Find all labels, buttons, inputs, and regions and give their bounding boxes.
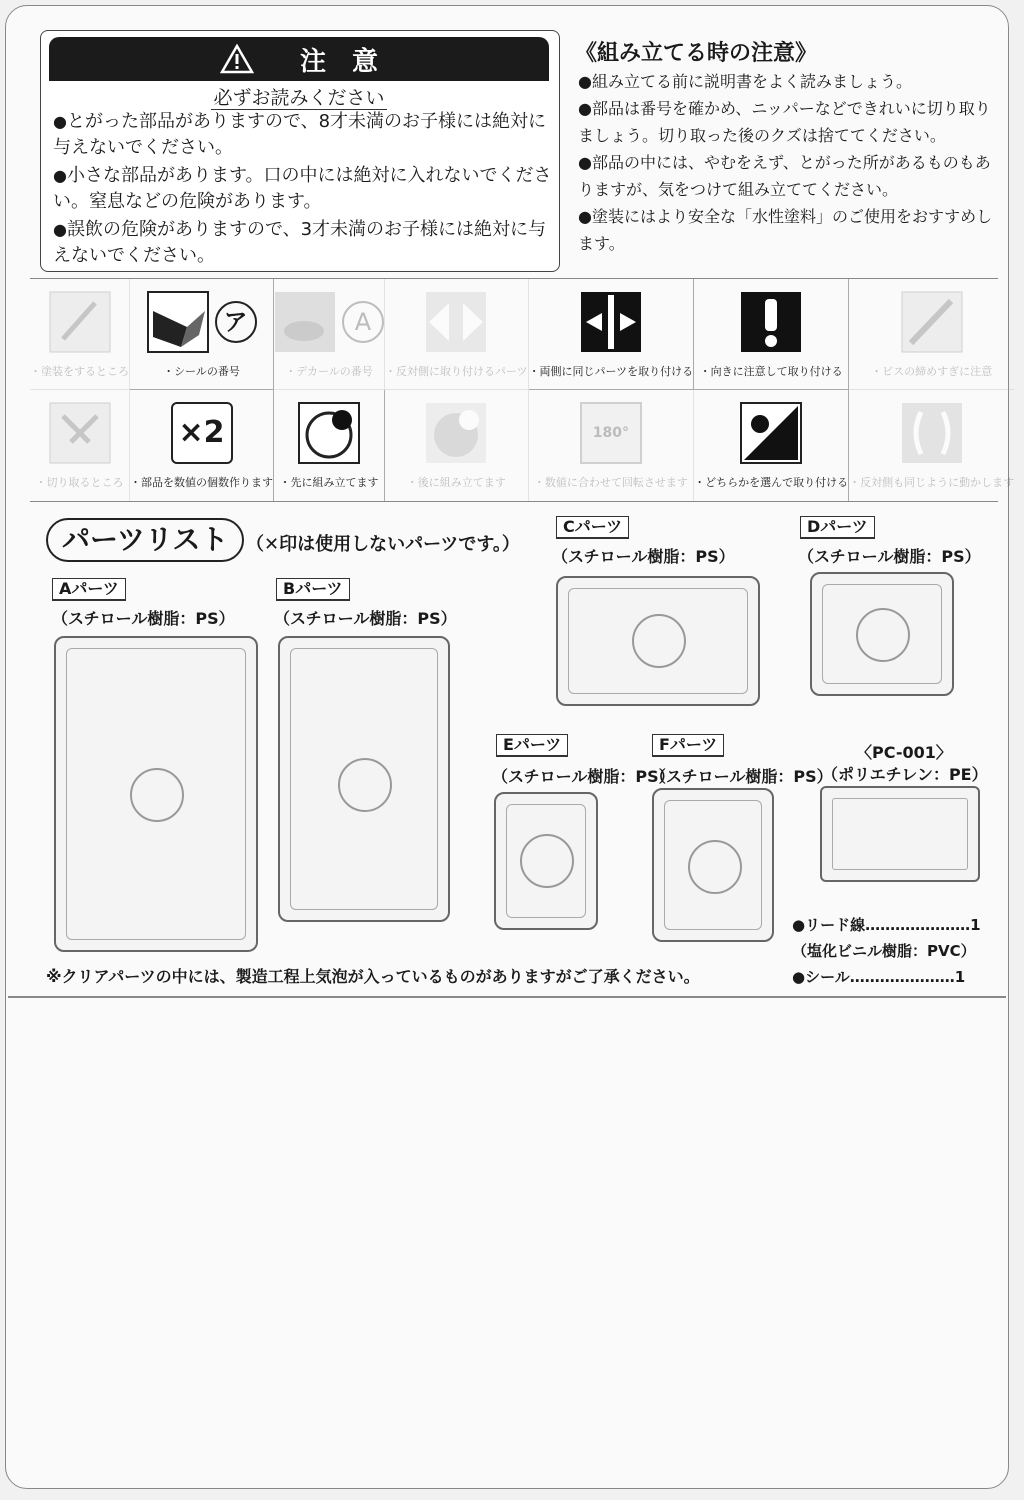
assemble-later-icon — [425, 402, 487, 464]
symbol-choose-one: ・どちらかを選んで取り付ける — [694, 390, 849, 501]
runner-a-tag: Aパーツ — [52, 578, 126, 601]
warning-triangle-icon — [220, 44, 254, 74]
caution-item: ●部品の中には、やむをえず、とがった所があるものもありますが、気をつけて組み立ててください。 — [578, 153, 991, 199]
symbol-sticker: ア ・シールの番号 — [130, 279, 274, 390]
symbol-decal: A ・デカールの番号 — [274, 279, 385, 390]
lead-wire-count: ●リード線…………………1 — [792, 916, 981, 934]
decal-icon — [274, 291, 336, 353]
symbol-multiply: ×2 ・部品を数値の個数作ります — [130, 390, 274, 501]
runner-pc — [820, 786, 980, 882]
symbol-assemble-later: ・後に組み立てます — [385, 390, 529, 501]
runner-b — [278, 636, 450, 922]
symbol-opposite: ・反対側に取り付けるパーツ — [385, 279, 529, 390]
runner-a-material: （スチロール樹脂：PS） — [52, 609, 235, 628]
symbol-paint: ・塗装をするところ — [30, 279, 130, 390]
runner-a — [54, 636, 258, 952]
warning-box — [40, 30, 560, 272]
pc-material: （ポリエチレン：PE） — [822, 765, 988, 784]
caution-list — [578, 68, 998, 257]
runner-e-material: （スチロール樹脂：PS） — [492, 767, 675, 786]
runner-d-tag: Dパーツ — [800, 516, 875, 539]
symbol-both-sides: ・両側に同じパーツを取り付ける — [529, 279, 695, 390]
symbol-cut: ・切り取るところ — [30, 390, 130, 501]
warning-list — [53, 109, 553, 271]
decal-glyph: A — [342, 301, 384, 343]
warning-item: ●誤飲の危険がありますので、3才未満のお子様には絶対に与えないでください。 — [53, 219, 547, 266]
runner-c — [556, 576, 760, 706]
symbol-orientation: ・向きに注意して取り付ける — [694, 279, 849, 390]
brush-icon — [49, 291, 111, 353]
runner-c-tag: Cパーツ — [556, 516, 629, 539]
symbol-assemble-first: ・先に組み立てます — [274, 390, 385, 501]
move-both-icon — [901, 402, 963, 464]
runner-f-tag: Fパーツ — [652, 734, 724, 757]
multiply-icon: ×2 — [171, 402, 233, 464]
warning-subtitle: 必ずお読みください — [213, 87, 385, 109]
clear-parts-footnote: ※クリアパーツの中には、製造工程上気泡が入っているものがありますがご了承ください。 — [46, 967, 700, 986]
seal-count: ●シール…………………1 — [792, 968, 966, 986]
parts-list-note: （✕印は使用しないパーツです。） — [246, 534, 520, 555]
runner-f — [652, 788, 774, 942]
warning-title: 注 意 — [299, 46, 378, 77]
warning-item: ●とがった部品がありますので、8才未満のお子様には絶対に与えないでください。 — [53, 111, 547, 158]
caution-item: ●組み立てる前に説明書をよく読みましょう。 — [578, 72, 912, 91]
lead-wire-material: （塩化ビニル樹脂：PVC） — [792, 942, 976, 960]
caution-item: ●塗装にはより安全な「水性塗料」のご使用をおすすめします。 — [578, 207, 993, 253]
page-divider — [8, 996, 1006, 998]
pc-title: 〈PC-001〉 — [856, 743, 952, 762]
runner-c-material: （スチロール樹脂：PS） — [552, 547, 735, 566]
caution-title: 《組み立てる時の注意》 — [575, 41, 818, 66]
runner-e — [494, 792, 598, 930]
opposite-side-icon — [425, 291, 487, 353]
symbol-legend — [30, 278, 1015, 502]
caution-item: ●部品は番号を確かめ、ニッパーなどできれいに切り取りましょう。切り取った後のクズは捨ててください。 — [578, 99, 991, 145]
warning-header — [49, 37, 549, 81]
runner-d — [810, 572, 954, 696]
warning-item: ●小さな部品があります。口の中には絶対に入れないでください。窒息などの危険があります。 — [53, 165, 552, 212]
assemble-first-icon — [298, 402, 360, 464]
nipper-icon — [49, 402, 111, 464]
screw-icon — [901, 291, 963, 353]
symbol-screw: ・ビスの締めすぎに注意 — [849, 279, 1014, 390]
runner-b-material: （スチロール樹脂：PS） — [274, 609, 457, 628]
symbol-move-both: ・反対側も同じように動かします — [849, 390, 1014, 501]
choose-one-icon — [740, 402, 802, 464]
runner-b-tag: Bパーツ — [276, 578, 350, 601]
symbol-rotate: 180° ・数値に合わせて回転させます — [529, 390, 695, 501]
runner-e-tag: Eパーツ — [496, 734, 568, 757]
sticker-icon — [147, 291, 209, 353]
runner-d-material: （スチロール樹脂：PS） — [798, 547, 981, 566]
exclamation-icon — [740, 291, 802, 353]
runner-f-material: （スチロール樹脂：PS） — [650, 767, 833, 786]
parts-list-title: パーツリスト — [46, 518, 244, 562]
rotate-icon: 180° — [580, 402, 642, 464]
both-sides-icon — [580, 291, 642, 353]
sticker-glyph: ア — [215, 301, 257, 343]
